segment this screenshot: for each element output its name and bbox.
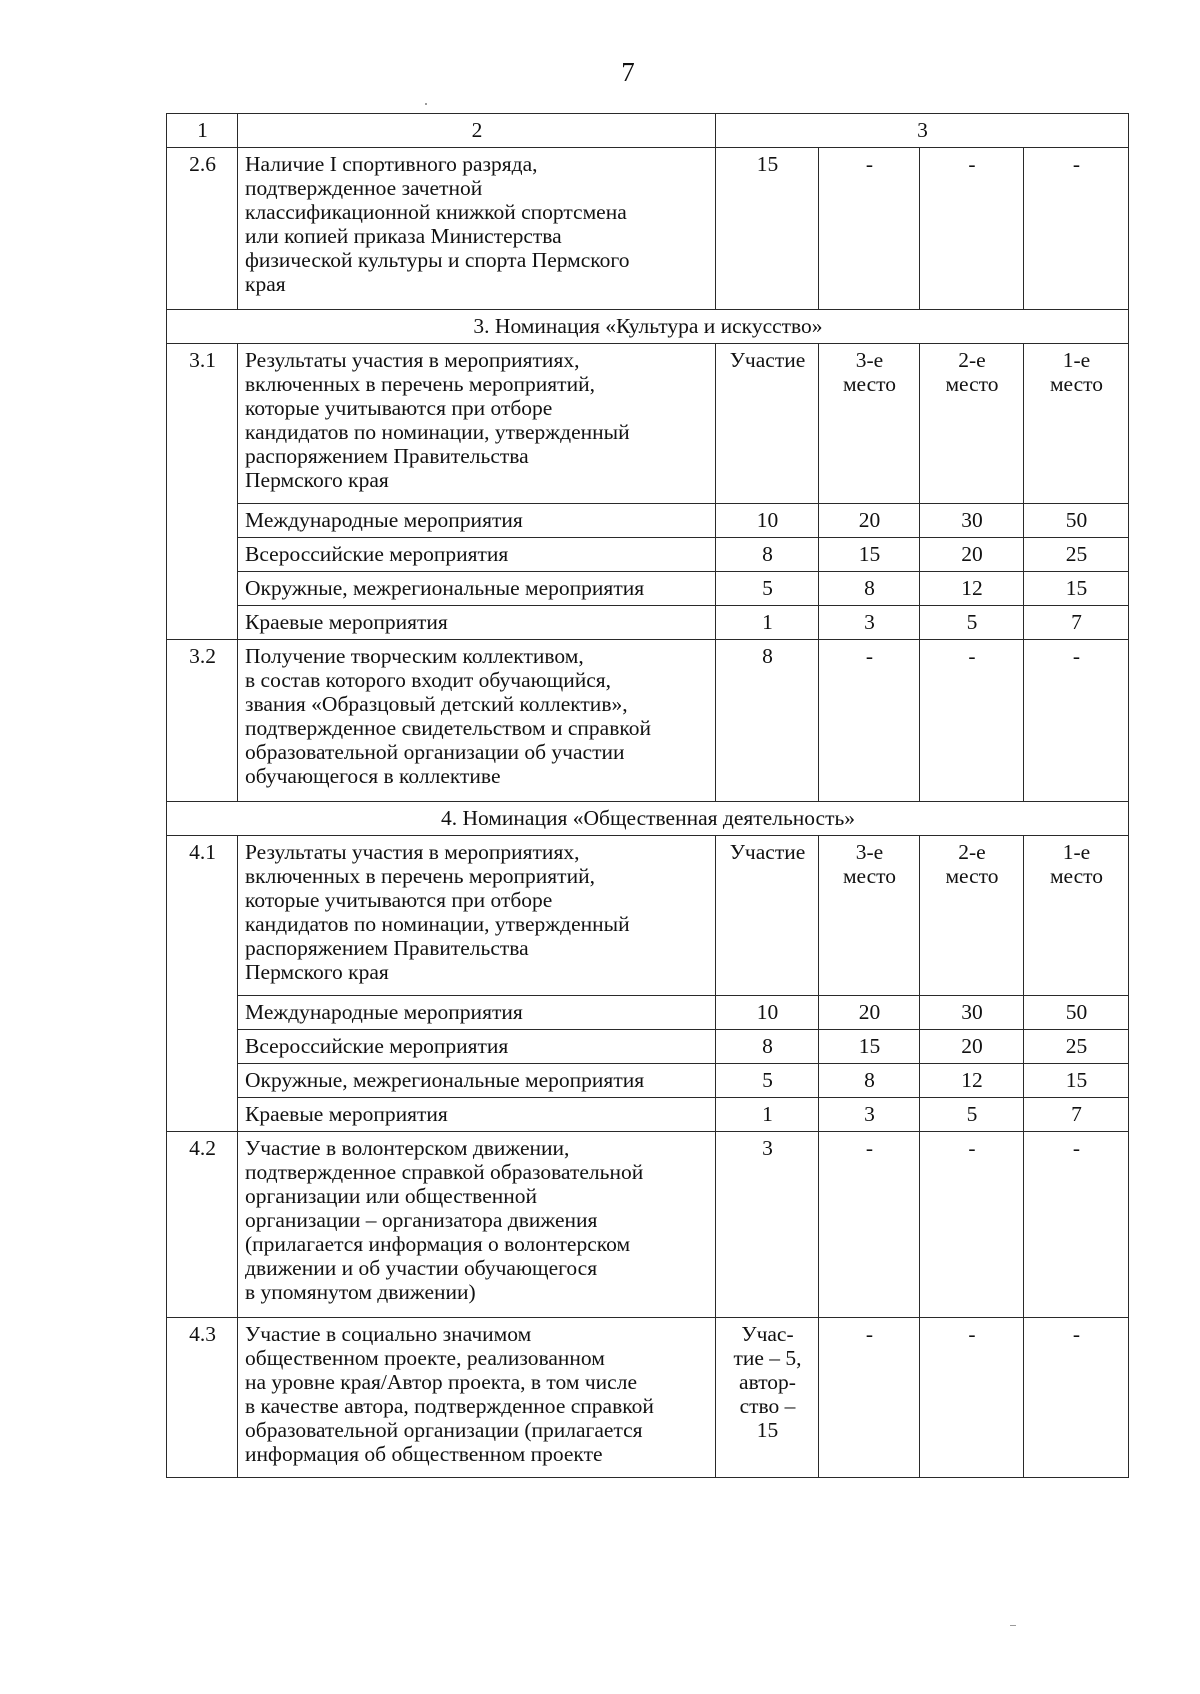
row-number: 3.2 <box>167 640 238 802</box>
points-first-place: 7 <box>1024 1098 1129 1132</box>
points-third-place: 20 <box>819 996 920 1030</box>
row-number: 4.2 <box>167 1132 238 1318</box>
scan-speck <box>1010 1625 1016 1626</box>
points-second-place: - <box>920 1318 1024 1478</box>
points-first-place: 15 <box>1024 572 1129 606</box>
points-second-place: - <box>920 1132 1024 1318</box>
table-row-4-2 <box>167 1132 1129 1318</box>
page-number: 7 <box>621 57 635 87</box>
header-participation: Участие <box>716 344 819 504</box>
header-first-place: 1-е место <box>1024 344 1129 504</box>
row-description: Участие в волонтерском движении, подтвержденное справкой образовательной организации или общественной организации – организатора движения (прилагается информация о волонтерском движении и об участии обучающегося в упомянутом движении) <box>238 1132 716 1318</box>
points-third-place: 8 <box>819 1064 920 1098</box>
points-participation: 5 <box>716 1064 819 1098</box>
row-description: Получение творческим коллективом, в состав которого входит обучающийся, звания «Образцовый детский коллектив», подтвержденное свидетельством и справкой образовательной организации об участии обучающегося в коллективе <box>238 640 716 802</box>
row-description: Результаты участия в мероприятиях, включенных в перечень мероприятий, которые учитываются при отборе кандидатов по номинации, утвержденный распоряжением Правительства Пермского края <box>238 344 716 504</box>
points-third-place: 15 <box>819 538 920 572</box>
scan-speck <box>425 103 427 105</box>
points-third-place: 3 <box>819 1098 920 1132</box>
points-participation: 1 <box>716 1098 819 1132</box>
section-3-heading: 3. Номинация «Культура и искусство» <box>167 310 1129 344</box>
points-second-place: 12 <box>920 572 1024 606</box>
event-level-label: Международные мероприятия <box>238 996 716 1030</box>
points-first-place: 25 <box>1024 538 1129 572</box>
header-col-3: 3 <box>716 114 1129 148</box>
points-first-place: 25 <box>1024 1030 1129 1064</box>
row-number: 3.1 <box>167 344 238 640</box>
points-second-place: - <box>920 148 1024 310</box>
row-description: Участие в социально значимом общественном проекте, реализованном на уровне края/Автор проекта, в том числе в качестве автора, подтвержденное справкой образовательной организации (прилагается информация об общественном проекте <box>238 1318 716 1478</box>
points-first-place: 15 <box>1024 1064 1129 1098</box>
event-level-label: Окружные, межрегиональные мероприятия <box>238 572 716 606</box>
points-second-place: 20 <box>920 1030 1024 1064</box>
table-row-2-6 <box>167 148 1129 310</box>
points-participation: Учас- тие – 5, автор- ство – 15 <box>716 1318 819 1478</box>
points-second-place: 5 <box>920 606 1024 640</box>
table-subrow <box>167 504 1129 538</box>
points-participation: 8 <box>716 538 819 572</box>
event-level-label: Всероссийские мероприятия <box>238 1030 716 1064</box>
points-first-place: - <box>1024 1132 1129 1318</box>
header-third-place: 3-е место <box>819 836 920 996</box>
points-third-place: - <box>819 1132 920 1318</box>
points-participation: 5 <box>716 572 819 606</box>
event-level-label: Международные мероприятия <box>238 504 716 538</box>
table-subrow <box>167 996 1129 1030</box>
points-first-place: - <box>1024 1318 1129 1478</box>
points-first-place: - <box>1024 640 1129 802</box>
points-third-place: 15 <box>819 1030 920 1064</box>
points-second-place: 5 <box>920 1098 1024 1132</box>
points-participation: 8 <box>716 640 819 802</box>
table-subrow <box>167 572 1129 606</box>
header-third-place: 3-е место <box>819 344 920 504</box>
points-third-place: 20 <box>819 504 920 538</box>
row-description: Наличие I спортивного разряда, подтвержденное зачетной классификационной книжкой спортсмена или копией приказа Министерства физической культуры и спорта Пермского края <box>238 148 716 310</box>
row-description: Результаты участия в мероприятиях, включенных в перечень мероприятий, которые учитываются при отборе кандидатов по номинации, утвержденный распоряжением Правительства Пермского края <box>238 836 716 996</box>
table-header-row <box>167 114 1129 148</box>
table-row-4-3 <box>167 1318 1129 1478</box>
header-col-2: 2 <box>238 114 716 148</box>
row-number: 2.6 <box>167 148 238 310</box>
points-first-place: 50 <box>1024 996 1129 1030</box>
points-second-place: 12 <box>920 1064 1024 1098</box>
event-level-label: Краевые мероприятия <box>238 606 716 640</box>
section-4-heading: 4. Номинация «Общественная деятельность» <box>167 802 1129 836</box>
table-subrow <box>167 1030 1129 1064</box>
points-participation: 3 <box>716 1132 819 1318</box>
points-participation: 15 <box>716 148 819 310</box>
table-row-3-2 <box>167 640 1129 802</box>
header-col-1: 1 <box>167 114 238 148</box>
header-second-place: 2-е место <box>920 344 1024 504</box>
event-level-label: Всероссийские мероприятия <box>238 538 716 572</box>
points-third-place: 8 <box>819 572 920 606</box>
table-subrow <box>167 1064 1129 1098</box>
table-subrow <box>167 1098 1129 1132</box>
points-first-place: 50 <box>1024 504 1129 538</box>
table-subrow <box>167 538 1129 572</box>
table-row-3-1 <box>167 344 1129 504</box>
points-first-place: 7 <box>1024 606 1129 640</box>
table-subrow <box>167 606 1129 640</box>
table-row-4-1 <box>167 836 1129 996</box>
header-second-place: 2-е место <box>920 836 1024 996</box>
section-heading-row <box>167 310 1129 344</box>
event-level-label: Окружные, межрегиональные мероприятия <box>238 1064 716 1098</box>
points-participation: 1 <box>716 606 819 640</box>
points-third-place: - <box>819 148 920 310</box>
row-number: 4.3 <box>167 1318 238 1478</box>
points-second-place: 30 <box>920 504 1024 538</box>
points-first-place: - <box>1024 148 1129 310</box>
points-second-place: - <box>920 640 1024 802</box>
points-second-place: 30 <box>920 996 1024 1030</box>
points-participation: 10 <box>716 996 819 1030</box>
event-level-label: Краевые мероприятия <box>238 1098 716 1132</box>
points-participation: 10 <box>716 504 819 538</box>
header-participation: Участие <box>716 836 819 996</box>
points-third-place: 3 <box>819 606 920 640</box>
points-third-place: - <box>819 1318 920 1478</box>
points-participation: 8 <box>716 1030 819 1064</box>
points-second-place: 20 <box>920 538 1024 572</box>
row-number: 4.1 <box>167 836 238 1132</box>
section-heading-row <box>167 802 1129 836</box>
criteria-table <box>166 113 1129 1478</box>
points-third-place: - <box>819 640 920 802</box>
header-first-place: 1-е место <box>1024 836 1129 996</box>
